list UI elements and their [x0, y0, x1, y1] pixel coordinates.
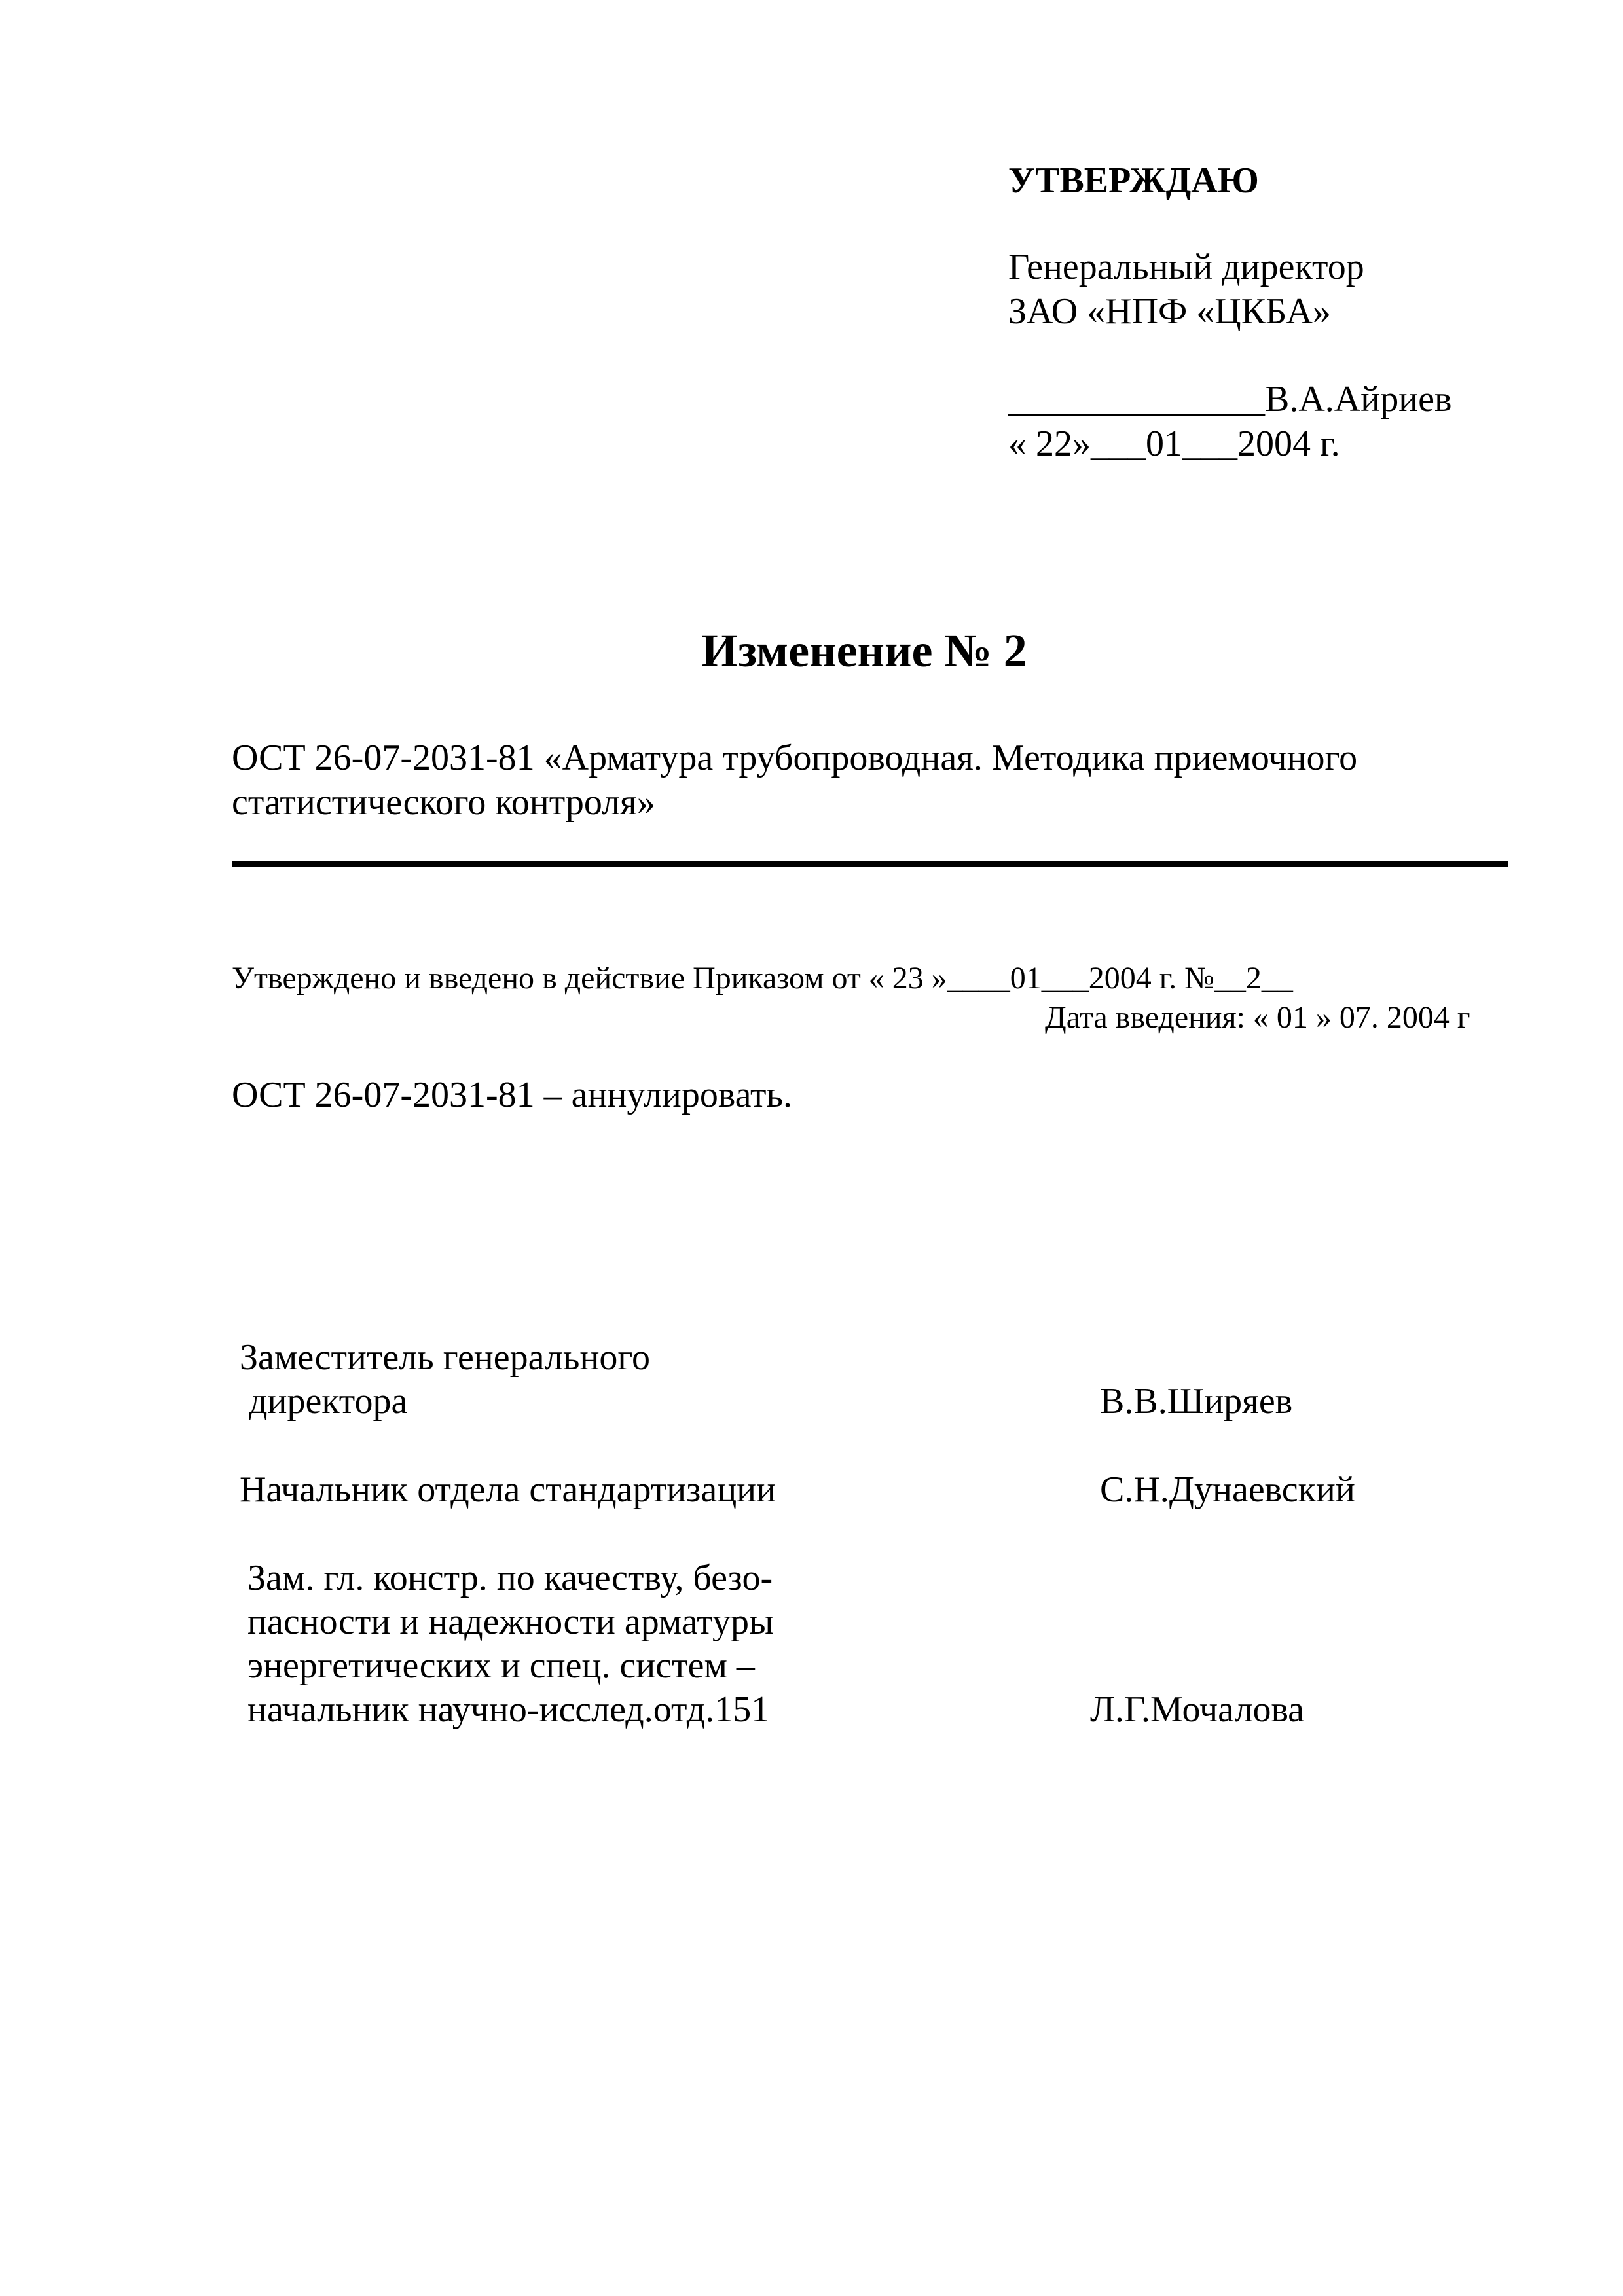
- signature-3-position-line3: энергетических и спец. систем –: [247, 1645, 755, 1686]
- signature-3-position-line1: Зам. гл. констр. по качеству, безо-: [247, 1558, 773, 1598]
- document-title: Изменение № 2: [701, 624, 1027, 677]
- approval-position-line1: Генеральный директор: [1008, 247, 1364, 287]
- approval-date-line: « 22»___01___2004 г.: [1008, 423, 1340, 464]
- approval-signature-line: ______________В.А.Айриев: [1008, 379, 1452, 420]
- order-approved-text: Утверждено и введено в действие Приказом от « 23 »____01___2004 г. №__2__: [232, 961, 1293, 996]
- document-subject-line2: статистического контроля»: [232, 782, 655, 823]
- introduction-date: Дата введения: « 01 » 07. 2004 г: [1045, 1000, 1470, 1035]
- document-subject-line1: ОСТ 26-07-2031-81 «Арматура трубопроводная. Методика приемочного: [232, 738, 1358, 778]
- approval-position-line2: ЗАО «НПФ «ЦКБА»: [1008, 291, 1331, 332]
- signature-2-position-line1: Начальник отдела стандартизации: [240, 1469, 776, 1510]
- signature-3-position-line2: пасности и надежности арматуры: [247, 1602, 774, 1642]
- horizontal-divider: [232, 861, 1508, 867]
- signature-3-position-line4: начальник научно-исслед.отд.151: [247, 1689, 770, 1730]
- signature-1-name: В.В.Ширяев: [1100, 1381, 1293, 1422]
- annulment-text: ОСТ 26-07-2031-81 – аннулировать.: [232, 1075, 792, 1115]
- signature-1-position-line1: Заместитель генерального: [240, 1337, 650, 1378]
- approval-title: УТВЕРЖДАЮ: [1008, 160, 1259, 201]
- signature-2-name: С.Н.Дунаевский: [1100, 1469, 1355, 1510]
- signature-1-position-line2: директора: [240, 1381, 408, 1422]
- signature-3-name: Л.Г.Мочалова: [1090, 1689, 1305, 1730]
